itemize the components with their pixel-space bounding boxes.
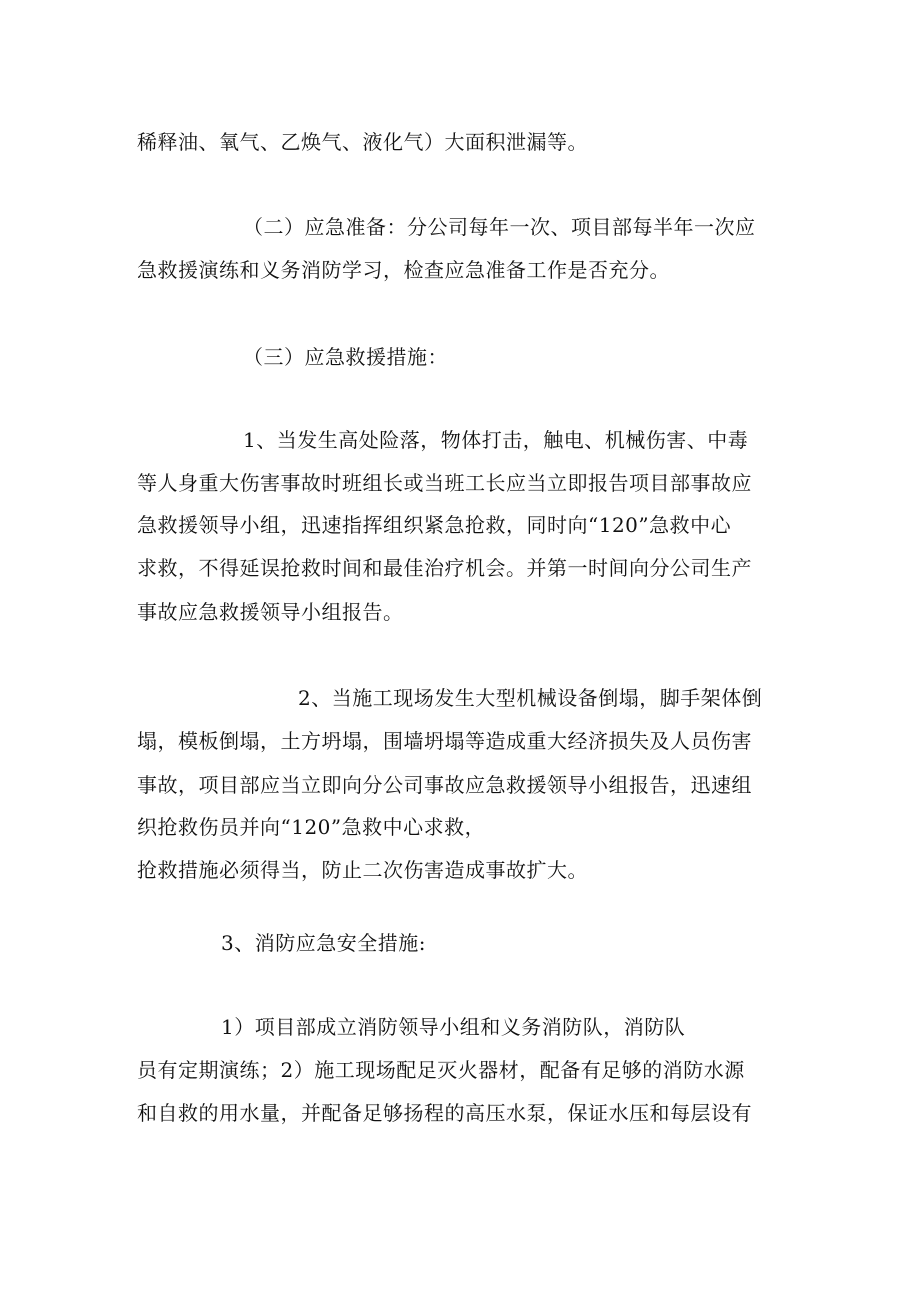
text-line: 事故，项目部应当立即向分公司事故应急救援领导小组报告，迅速组 (137, 773, 752, 797)
text-line: 急救援演练和义务消防学习，检查应急准备工作是否充分。 (137, 258, 670, 282)
text-line: 等人身重大伤害事故时班组长或当班工长应当立即报告项目部事故应 (137, 471, 752, 495)
text-line: 员有定期演练；2）施工现场配足灭火器材，配备有足够的消防水源 (137, 1058, 745, 1082)
item-3-first-line: 1）项目部成立消防领导小组和义务消防队，消防队 (221, 1015, 686, 1039)
text-line: 急救援领导小组，迅速指挥组织紧急抢救，同时向“120”急救中心 (137, 513, 732, 537)
text-line: 塌，模板倒塌，土方坍塌，围墙坍塌等造成重大经济损失及人员伤害 (137, 729, 752, 753)
text-line: 织抢救伤员并向“120”急救中心求救， (137, 815, 486, 839)
item-2-first-line: 2、当施工现场发生大型机械设备倒塌，脚手架体倒 (298, 686, 763, 710)
section-heading-preparation: （二）应急准备：分公司每年一次、项目部每半年一次应 (243, 215, 756, 239)
text-line: 求救，不得延误抢救时间和最佳治疗机会。并第一时间向分公司生产 (137, 556, 752, 580)
text-line: 和自救的用水量，并配备足够扬程的高压水泵，保证水压和每层设有 (137, 1101, 752, 1125)
section-heading-measures: （三）应急救援措施： (243, 345, 448, 369)
text-line: 抢救措施必须得当，防止二次伤害造成事故扩大。 (137, 858, 588, 882)
item-1-first-line: 1、当发生高处险落，物体打击，触电、机械伤害、中毒 (243, 428, 749, 452)
text-line: 事故应急救援领导小组报告。 (137, 600, 404, 624)
text-line: 稀释油、氧气、乙焕气、液化气）大面积泄漏等。 (137, 130, 588, 154)
item-3-heading: 3、消防应急安全措施: (221, 931, 426, 955)
